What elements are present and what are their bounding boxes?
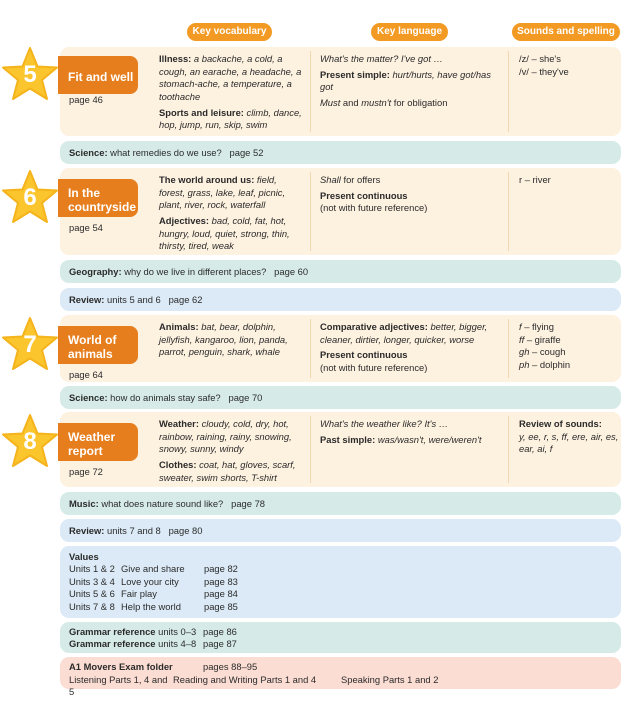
language-text: and [340, 97, 362, 109]
exam-part: Reading and Writing Parts 1 and 4 [173, 673, 317, 685]
grammar-row[interactable] [69, 638, 612, 650]
review-units-5-6-band[interactable] [60, 288, 621, 311]
review-units-7-8-band[interactable] [60, 519, 621, 542]
unit-7-page[interactable]: page 64 [69, 369, 103, 380]
band-text: units 5 and 6 [107, 294, 161, 305]
sound-letter: f [519, 321, 522, 332]
vocab-label: The world around us: [159, 174, 255, 185]
band-text: how do animals stay safe? [110, 392, 221, 403]
values-page: page 84 [204, 588, 238, 600]
band-page: page 80 [168, 525, 203, 536]
language-text: What's the matter? I've got … [320, 53, 443, 64]
language-text: was/wasn't, were/weren't [377, 433, 482, 445]
unit-5-number: 5 [23, 60, 37, 88]
sound-item: – flying [521, 321, 554, 332]
sound-item: – dolphin [529, 359, 571, 371]
values-name: Give and share [121, 563, 185, 575]
language-label: Comparative adjectives: [320, 321, 428, 332]
unit-8-page[interactable]: page 72 [69, 466, 103, 477]
vocab-label: Sports and leisure: [159, 106, 244, 118]
language-text: What's the weather like? It's … [320, 418, 449, 429]
band-page: page 60 [274, 266, 309, 277]
unit-6-number: 6 [23, 183, 37, 211]
band-text: units 7 and 8 [107, 525, 161, 536]
vocab-text: bad, cold, fat, hot, hungry, loud, quiet, strong, thin, thirsty, tired, weak [159, 215, 290, 252]
exam-part: Listening Parts 1, 4 and 5 [69, 673, 168, 697]
unit-6-row [60, 168, 621, 255]
band-text: units 4–8 [158, 638, 197, 649]
sound-letter: ff [519, 333, 525, 345]
sound-letter: ph [519, 359, 530, 371]
band-page: page 87 [203, 638, 237, 649]
vocab-label: Adjectives: [159, 215, 210, 227]
language-text: Shall [320, 174, 341, 185]
vocab-text: bat, bear, dolphin, jellyfish, kangaroo, lion, panda, parrot, penguin, shark, whale [159, 321, 288, 358]
sound-item: y, ee, r, s, ff, ere, air, es, ear, ai, f [519, 430, 619, 455]
exam-pages: pages 88–95 [203, 661, 258, 672]
values-units: Units 1 & 2 [69, 563, 115, 575]
band-text: why do we live in different places? [124, 266, 267, 277]
values-units: Units 3 & 4 [69, 575, 115, 587]
values-band [60, 546, 621, 618]
exam-part: Speaking Parts 1 and 2 [341, 673, 439, 685]
vocab-text: coat, hat, gloves, scarf, sweater, swim shorts, T-shirt [159, 459, 296, 483]
sound-item: /v/ – they've [519, 65, 569, 77]
header-key-vocabulary: Key vocabulary [187, 23, 272, 41]
unit-5-row [60, 47, 621, 136]
language-text: better, bigger, cleaner, dirtier, longer, quicker, worse [320, 321, 488, 345]
header-sounds-spelling: Sounds and spelling [512, 23, 620, 41]
language-text: for offers [340, 174, 381, 185]
unit-5-title: Fit and well [58, 56, 138, 94]
unit-8-title: Weather report [58, 423, 138, 461]
unit-8-row [60, 412, 621, 487]
sound-item: – giraffe [524, 333, 561, 345]
unit-8-tab[interactable] [0, 423, 138, 461]
unit-6-tab[interactable] [0, 179, 138, 217]
values-units: Units 5 & 6 [69, 588, 115, 600]
values-row[interactable] [69, 601, 612, 613]
exam-folder-band[interactable] [60, 657, 621, 697]
unit-6-title: In the countryside [58, 179, 138, 217]
unit-5-page[interactable]: page 46 [69, 94, 103, 105]
band-label: Science: [69, 147, 108, 158]
unit-5-tab[interactable] [0, 56, 138, 94]
band-label: Grammar reference [69, 626, 156, 637]
values-row[interactable] [69, 563, 612, 575]
grammar-row[interactable] [69, 626, 612, 638]
band-page: page 52 [229, 147, 264, 158]
values-units: Units 7 & 8 [69, 600, 115, 612]
unit-7-number: 7 [23, 330, 37, 358]
band-label: Science: [69, 392, 108, 403]
music-band[interactable] [60, 492, 621, 515]
vocab-text: cloudy, cold, dry, hot, rainbow, raining, rainy, snowing, snowy, sunny, windy [159, 418, 292, 455]
band-page: page 62 [168, 294, 203, 305]
values-title: Values [69, 551, 99, 562]
values-name: Help the world [121, 600, 181, 612]
values-page: page 83 [204, 575, 238, 587]
exam-title: A1 Movers Exam folder [69, 661, 173, 672]
band-label: Geography: [69, 266, 122, 277]
band-label: Review: [69, 294, 105, 305]
language-text: mustn't [361, 97, 392, 109]
band-label: Grammar reference [69, 638, 156, 649]
unit-7-title: World of animals [58, 326, 138, 364]
vocab-text: a backache, a cold, a cough, an earache, a headache, a stomach-ache, a temperature, a toothache [159, 53, 302, 103]
language-text: hurt/hurts, have got/has got [320, 68, 491, 93]
values-name: Fair play [121, 588, 157, 600]
unit-8-number: 8 [23, 427, 37, 455]
band-text: what remedies do we use? [110, 147, 222, 158]
vocab-text: climb, dance, hop, jump, run, skip, swim [159, 106, 302, 131]
geography-band[interactable] [60, 260, 621, 283]
sound-label: Review of sounds: [519, 418, 602, 429]
values-page: page 82 [204, 563, 238, 575]
language-label: Present continuous [320, 189, 408, 201]
values-page: page 85 [204, 600, 238, 612]
language-label: Present simple: [320, 68, 390, 80]
grammar-reference-band [60, 622, 621, 653]
unit-6-page[interactable]: page 54 [69, 222, 103, 233]
language-label: Present continuous [320, 349, 408, 361]
sound-item: – cough [529, 346, 566, 358]
vocab-label: Animals: [159, 321, 199, 332]
language-label: Past simple: [320, 433, 376, 445]
vocab-label: Illness: [159, 53, 192, 64]
unit-7-tab[interactable] [0, 326, 138, 364]
vocab-text: field, forest, grass, lake, leaf, picnic, plant, river, rock, waterfall [159, 174, 286, 211]
values-name: Love your city [121, 575, 179, 587]
science-remedies-band[interactable] [60, 141, 621, 164]
band-page: page 78 [231, 498, 265, 509]
values-row[interactable] [69, 588, 612, 600]
science-animals-band[interactable] [60, 386, 621, 409]
vocab-label: Weather: [159, 418, 199, 429]
sound-item: r – river [519, 174, 551, 185]
sound-item: /z/ – she's [519, 53, 561, 64]
language-text: (not with future reference) [320, 202, 428, 214]
vocab-label: Clothes: [159, 459, 197, 471]
values-row[interactable] [69, 576, 612, 588]
sound-letter: gh [519, 346, 530, 358]
unit-7-row [60, 315, 621, 382]
band-label: Review: [69, 525, 105, 536]
band-text: units 0–3 [158, 626, 197, 637]
header-key-language: Key language [371, 23, 448, 41]
band-page: page 86 [203, 626, 237, 637]
band-text: what does nature sound like? [101, 498, 224, 509]
band-label: Music: [69, 498, 99, 509]
language-text: (not with future reference) [320, 362, 428, 374]
language-text: Must [320, 97, 341, 109]
language-text: for obligation [391, 97, 448, 109]
band-page: page 70 [228, 392, 263, 403]
